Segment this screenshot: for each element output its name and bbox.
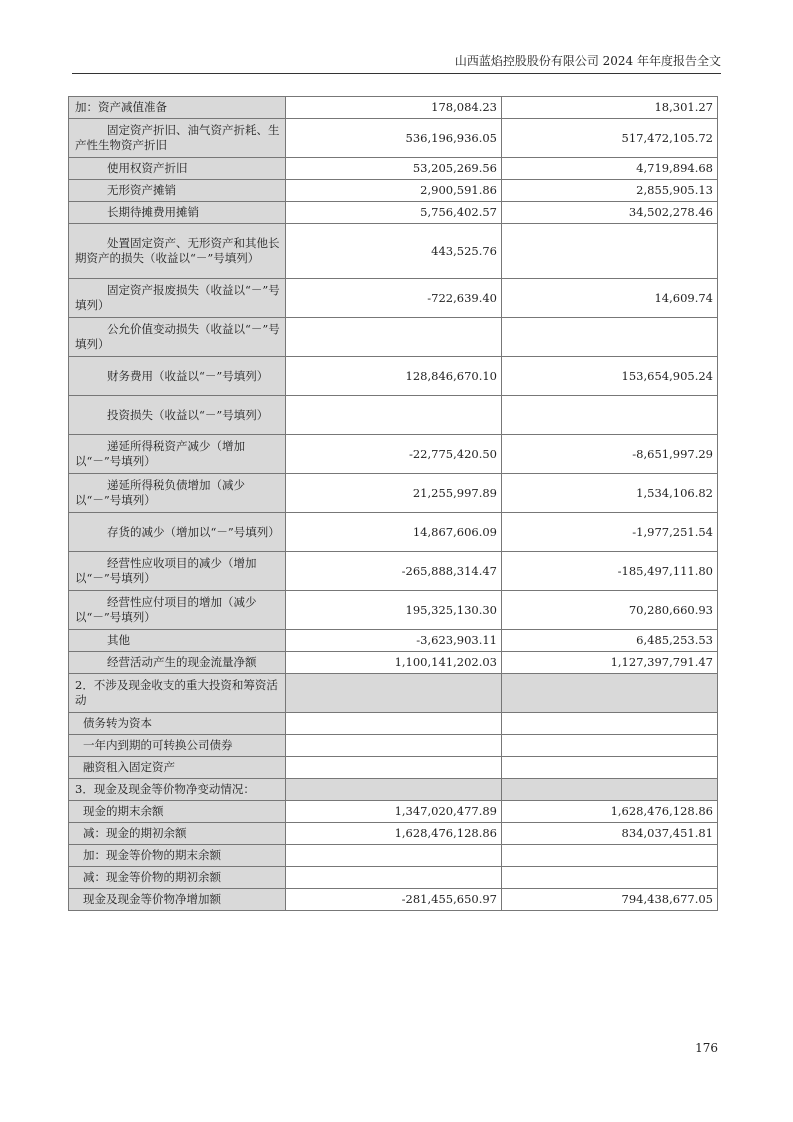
current-period-value — [286, 713, 502, 735]
cash-flow-supplement-table — [68, 96, 718, 911]
previous-period-value: 1,127,397,791.47 — [502, 652, 718, 674]
row-label: 融资租入固定资产 — [69, 757, 286, 779]
previous-period-value: 1,628,476,128.86 — [502, 801, 718, 823]
previous-period-value: 517,472,105.72 — [502, 119, 718, 158]
previous-period-value: 18,301.27 — [502, 97, 718, 119]
row-label: 现金及现金等价物净增加额 — [69, 889, 286, 911]
row-label: 现金的期末余额 — [69, 801, 286, 823]
table-row — [69, 867, 718, 889]
table-row — [69, 180, 718, 202]
current-period-value: 1,347,020,477.89 — [286, 801, 502, 823]
table-row — [69, 845, 718, 867]
previous-period-value — [502, 735, 718, 757]
table-row — [69, 97, 718, 119]
table-row — [69, 279, 718, 318]
row-label: 3．现金及现金等价物净变动情况： — [69, 779, 286, 801]
current-period-value — [286, 845, 502, 867]
row-label: 投资损失（收益以“－”号填列） — [69, 396, 286, 435]
row-label: 减：现金的期初余额 — [69, 823, 286, 845]
previous-period-value — [502, 845, 718, 867]
previous-period-value: 794,438,677.05 — [502, 889, 718, 911]
row-label: 递延所得税资产减少（增加以“－”号填列） — [69, 435, 286, 474]
current-period-value — [286, 674, 502, 713]
current-period-value: 128,846,670.10 — [286, 357, 502, 396]
current-period-value: 21,255,997.89 — [286, 474, 502, 513]
previous-period-value: 14,609.74 — [502, 279, 718, 318]
table-row — [69, 735, 718, 757]
previous-period-value: 834,037,451.81 — [502, 823, 718, 845]
current-period-value: -265,888,314.47 — [286, 552, 502, 591]
current-period-value: -281,455,650.97 — [286, 889, 502, 911]
current-period-value: 5,756,402.57 — [286, 202, 502, 224]
row-label: 减：现金等价物的期初余额 — [69, 867, 286, 889]
row-label: 其他 — [69, 630, 286, 652]
table-row — [69, 779, 718, 801]
previous-period-value: 6,485,253.53 — [502, 630, 718, 652]
previous-period-value: 1,534,106.82 — [502, 474, 718, 513]
table-row — [69, 823, 718, 845]
row-label: 2．不涉及现金收支的重大投资和筹资活动 — [69, 674, 286, 713]
table-row — [69, 674, 718, 713]
current-period-value — [286, 396, 502, 435]
current-period-value: -22,775,420.50 — [286, 435, 502, 474]
row-label: 固定资产折旧、油气资产折耗、生产性生物资产折旧 — [69, 119, 286, 158]
current-period-value — [286, 757, 502, 779]
row-label: 经营活动产生的现金流量净额 — [69, 652, 286, 674]
current-period-value: 1,628,476,128.86 — [286, 823, 502, 845]
table-row — [69, 396, 718, 435]
current-period-value: 2,900,591.86 — [286, 180, 502, 202]
row-label: 公允价值变动损失（收益以“－”号填列） — [69, 318, 286, 357]
row-label: 无形资产摊销 — [69, 180, 286, 202]
row-label: 加：资产减值准备 — [69, 97, 286, 119]
table-row — [69, 202, 718, 224]
previous-period-value: 2,855,905.13 — [502, 180, 718, 202]
table-row — [69, 513, 718, 552]
previous-period-value — [502, 867, 718, 889]
row-label: 长期待摊费用摊销 — [69, 202, 286, 224]
table-row — [69, 552, 718, 591]
row-label: 使用权资产折旧 — [69, 158, 286, 180]
previous-period-value: 153,654,905.24 — [502, 357, 718, 396]
current-period-value: 195,325,130.30 — [286, 591, 502, 630]
current-period-value: 536,196,936.05 — [286, 119, 502, 158]
previous-period-value — [502, 396, 718, 435]
current-period-value: 53,205,269.56 — [286, 158, 502, 180]
row-label: 存货的减少（增加以“－”号填列） — [69, 513, 286, 552]
table-row — [69, 591, 718, 630]
previous-period-value: -8,651,997.29 — [502, 435, 718, 474]
document-header: 山西蓝焰控股股份有限公司 2024 年年度报告全文 — [454, 54, 721, 68]
row-label: 处置固定资产、无形资产和其他长期资产的损失（收益以“－”号填列） — [69, 224, 286, 279]
row-label: 固定资产报废损失（收益以“－”号填列） — [69, 279, 286, 318]
header-divider — [72, 73, 721, 74]
previous-period-value: -185,497,111.80 — [502, 552, 718, 591]
previous-period-value — [502, 224, 718, 279]
row-label: 债务转为资本 — [69, 713, 286, 735]
table-row — [69, 889, 718, 911]
row-label: 经营性应付项目的增加（减少以“－”号填列） — [69, 591, 286, 630]
current-period-value — [286, 779, 502, 801]
current-period-value: 178,084.23 — [286, 97, 502, 119]
table-row — [69, 630, 718, 652]
previous-period-value: 4,719,894.68 — [502, 158, 718, 180]
table-row — [69, 801, 718, 823]
previous-period-value — [502, 713, 718, 735]
previous-period-value — [502, 318, 718, 357]
previous-period-value: 70,280,660.93 — [502, 591, 718, 630]
previous-period-value — [502, 757, 718, 779]
previous-period-value — [502, 674, 718, 713]
current-period-value: 443,525.76 — [286, 224, 502, 279]
table-row — [69, 158, 718, 180]
table-row — [69, 652, 718, 674]
row-label: 财务费用（收益以“－”号填列） — [69, 357, 286, 396]
previous-period-value — [502, 779, 718, 801]
current-period-value — [286, 318, 502, 357]
table-row — [69, 757, 718, 779]
table-row — [69, 357, 718, 396]
row-label: 经营性应收项目的减少（增加以“－”号填列） — [69, 552, 286, 591]
row-label: 递延所得税负债增加（减少以“－”号填列） — [69, 474, 286, 513]
previous-period-value: 34,502,278.46 — [502, 202, 718, 224]
table-row — [69, 474, 718, 513]
row-label: 一年内到期的可转换公司债券 — [69, 735, 286, 757]
current-period-value — [286, 867, 502, 889]
current-period-value — [286, 735, 502, 757]
table-row — [69, 713, 718, 735]
current-period-value: 1,100,141,202.03 — [286, 652, 502, 674]
table-row — [69, 224, 718, 279]
row-label: 加：现金等价物的期末余额 — [69, 845, 286, 867]
page-number: 176 — [695, 1041, 718, 1055]
table-row — [69, 119, 718, 158]
current-period-value: -722,639.40 — [286, 279, 502, 318]
table-row — [69, 318, 718, 357]
current-period-value: -3,623,903.11 — [286, 630, 502, 652]
previous-period-value: -1,977,251.54 — [502, 513, 718, 552]
table-row — [69, 435, 718, 474]
current-period-value: 14,867,606.09 — [286, 513, 502, 552]
